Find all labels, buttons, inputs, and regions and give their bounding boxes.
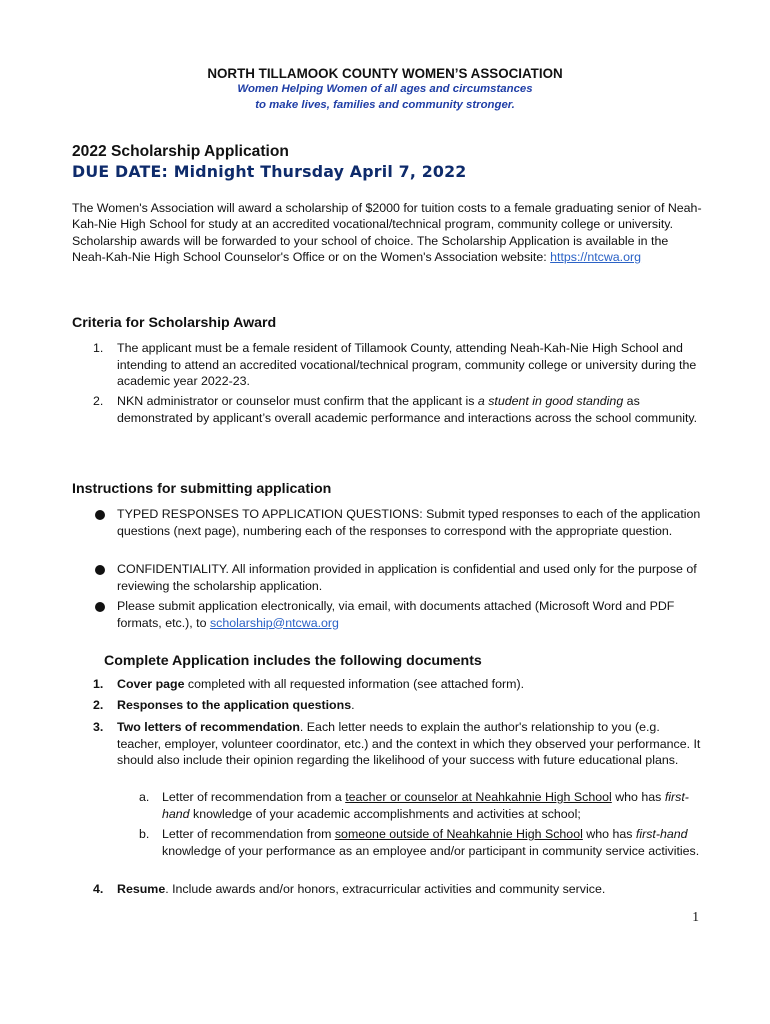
document-item-text [117, 719, 702, 769]
document-item-title: Two letters of recommendation [117, 720, 300, 734]
document-item-title: Resume [117, 882, 166, 896]
document-item-title: Cover page [117, 677, 185, 691]
list-marker: 2. [93, 698, 104, 712]
text-segment: . [351, 698, 355, 712]
list-marker: b. [139, 827, 150, 841]
document-item-text [117, 881, 702, 898]
underlined-text: someone outside of Neahkahnie High School [334, 827, 583, 841]
italic-text: first-hand [162, 790, 689, 821]
instruction-item-text: TYPED RESPONSES TO APPLICATION QUESTIONS: Submit typed responses to each of the application questions (next page), numbering each of the responses to correspond with the appropriate question. [117, 507, 701, 538]
intro-paragraph [72, 200, 702, 266]
instruction-item-text: CONFIDENTIALITY. All information provided in application is confidential and used only for the purpose of reviewing the scholarship application. [117, 562, 697, 593]
text-segment: Letter of recommendation from a [162, 790, 346, 804]
italic-text: first-hand [635, 827, 688, 841]
text-segment: . Include awards and/or honors, extracurricular activities and community service. [165, 882, 606, 896]
underlined-text: teacher or counselor at Neahkahnie High School [345, 790, 612, 804]
text-segment: Letter of recommendation from [162, 827, 335, 841]
text-segment: as demonstrated by applicant’s overall academic performance and interactions across the school community. [117, 394, 698, 425]
text-segment: who has [611, 790, 665, 804]
tagline-line-1: Women Helping Women of all ages and circumstances [237, 83, 533, 95]
criteria-item-text [117, 393, 702, 426]
tagline-line-2: to make lives, families and community stronger. [255, 99, 515, 111]
bullet-icon [95, 602, 105, 612]
criteria-heading: Criteria for Scholarship Award [72, 315, 277, 331]
list-marker: a. [139, 790, 150, 804]
text-segment: NKN administrator or counselor must confirm that the applicant is [117, 394, 478, 408]
list-marker: 4. [93, 882, 104, 896]
text-segment: knowledge of your academic accomplishments and activities at school; [189, 806, 581, 821]
text-segment: completed with all requested information (see attached form). [184, 677, 525, 691]
criteria-item-text: The applicant must be a female resident of Tillamook County, attending Neah-Kah-Nie High School and intending to attend an accredited vocational/technical program, community college or university during the academic year 2022-23. [117, 341, 697, 388]
bullet-icon [95, 565, 105, 575]
text-segment: Please submit application electronically, via email, with documents attached (Microsoft Word and PDF formats, etc.), to [117, 599, 675, 630]
complete-application-heading: Complete Application includes the following documents [104, 653, 482, 669]
due-date [72, 162, 467, 181]
subitem-text [162, 789, 702, 822]
bullet-icon [95, 510, 105, 520]
text-segment: knowledge of your performance as an employee and/or participant in community service activities. [162, 843, 700, 858]
instructions-heading: Instructions for submitting application [72, 481, 332, 497]
website-link[interactable]: https://ntcwa.org [550, 250, 642, 265]
document-item-title: Responses to the application questions [117, 698, 352, 712]
org-name: NORTH TILLAMOOK COUNTY WOMEN’S ASSOCIATION [207, 66, 563, 81]
instruction-item-text [117, 598, 702, 631]
list-marker: 2. [93, 394, 104, 408]
document-item-text [117, 697, 702, 714]
list-marker: 3. [93, 720, 104, 734]
intro-text: The Women's Association will award a scholarship of $2000 for tuition costs to a female graduating senior of Neah-Kah-Nie High School for study at an accredited vocational/technical program, community college or university. Scholarship awards will be forwarded to your school of choice. The Scholarship Application is available in the Neah-Kah-Nie High School Counselor's Office or on the Women's Association website: [72, 201, 702, 265]
due-date-value: Midnight Thursday April 7, 2022 [173, 162, 467, 181]
text-segment: . Each letter needs to explain the author's relationship to you (e.g. teacher, employer, volunteer coordinator, etc.) and the context in which they observed your performance. It should also include their opinion regarding the likelihood of your success with future educational plans. [117, 720, 701, 767]
page-number: 1 [692, 909, 699, 924]
email-link[interactable]: scholarship@ntcwa.org [209, 615, 339, 630]
good-standing-emphasis: a student in good standing [477, 394, 624, 408]
list-marker: 1. [93, 341, 104, 355]
subitem-text [162, 826, 702, 859]
document-item-text [117, 676, 702, 693]
due-date-label: DUE DATE: [72, 162, 169, 181]
text-segment: who has [582, 827, 636, 841]
application-title: 2022 Scholarship Application [72, 143, 289, 160]
list-marker: 1. [93, 677, 104, 691]
